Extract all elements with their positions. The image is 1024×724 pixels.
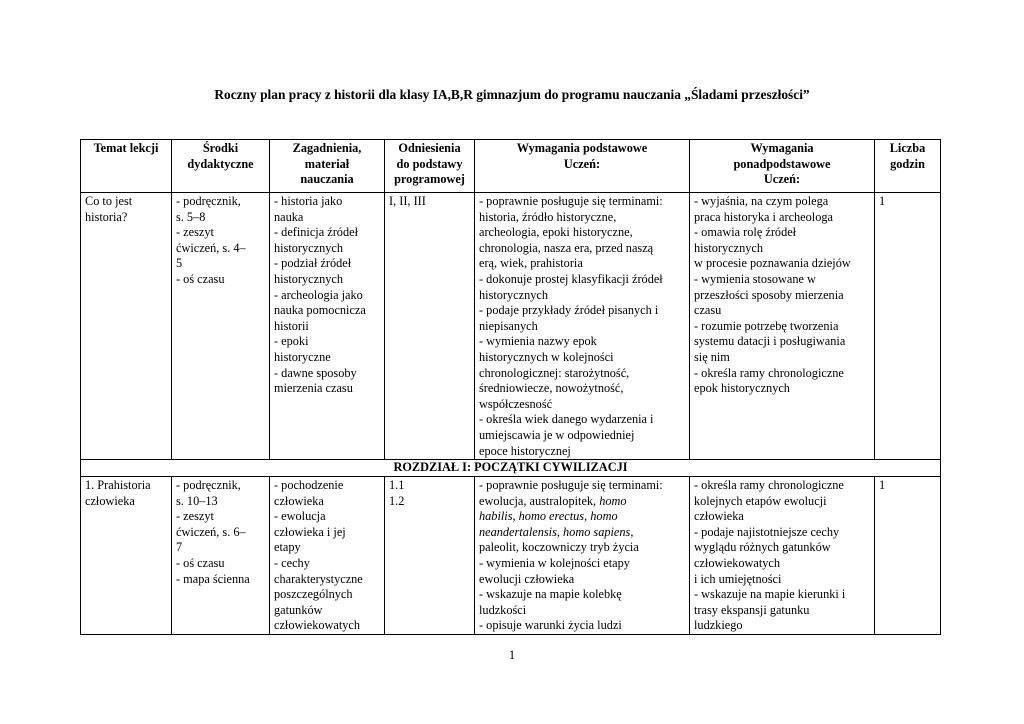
basic-text: ,	[630, 524, 634, 539]
species-term: neandertalensis	[479, 524, 557, 539]
cell-basic-requirements: - poprawnie posługuje się terminami: historia, źródło historyczne, archeologia, epoki historyczne, chronologia, nasza era, przed naszą erą, wiek, prahistoria - dokonuje prostej klasyfikacji źródeł historycznych - podaje przykłady źródeł pisanych i niepisanych - wymienia nazwy epok historycznych w kolejności chronologicznej: starożytność, średniowiecze, nowożytność, współczesność - określa wiek danego wydarzenia i umiejscawia je w odpowiedniej epoce historycznej	[475, 193, 690, 460]
section-heading: ROZDZIAŁ I: POCZĄTKI CYWILIZACJI	[81, 460, 941, 477]
basic-text: ,	[556, 524, 564, 539]
cell-references: 1.1 1.2	[385, 477, 475, 635]
header-hours: Liczba godzin	[875, 140, 941, 193]
basic-text: ,	[512, 509, 519, 524]
cell-hours: 1	[875, 477, 941, 635]
cell-advanced-requirements: - wyjaśnia, na czym polega praca historyka i archeologa - omawia rolę źródeł historycznych w procesie poznawania dziejów - wymienia stosowane w przeszłości sposoby mierzenia czasu - rozumie potrzebę tworzenia systemu datacji i posługiwania się nim - określa ramy chronologiczne epok historycznych	[690, 193, 875, 460]
basic-text: ewolucja, australopitek,	[479, 493, 600, 508]
cell-aids: - podręcznik, s. 5–8 - zeszyt ćwiczeń, s. 4– 5 - oś czasu	[172, 193, 270, 460]
basic-line: - poprawnie posługuje się terminami:	[479, 478, 663, 493]
basic-text: ,	[584, 509, 591, 524]
cell-issues: - pochodzenie człowieka - ewolucja człowieka i jej etapy - cechy charakterystyczne poszczególnych gatunków człowiekowatych	[270, 477, 385, 635]
table-row	[81, 193, 941, 460]
cell-advanced-requirements: - określa ramy chronologiczne kolejnych etapów ewolucji człowieka - podaje najistotniejsze cechy wyglądu różnych gatunków człowiekowatych i ich umiejętności - wskazuje na mapie kierunki i trasy ekspansji gatunku ludzkiego	[690, 477, 875, 635]
cell-references: I, II, III	[385, 193, 475, 460]
section-row	[81, 460, 941, 477]
page-title: Roczny plan pracy z historii dla klasy IA,B,R gimnazjum do programu nauczania „Śladami przeszłości”	[214, 87, 810, 102]
basic-text: paleolit, koczowniczy tryb życia - wymienia w kolejności etapy ewolucji człowieka - wskazuje na mapie kolebkę ludzkości - opisuje warunki życia ludzi	[479, 540, 639, 633]
species-term: habilis	[479, 509, 513, 524]
table-row	[81, 477, 941, 635]
species-term: homo erectus	[518, 509, 585, 524]
cell-issues: - historia jako nauka - definicja źródeł historycznych - podział źródeł historycznych - archeologia jako nauka pomocnicza historii - epoki historyczne - dawne sposoby mierzenia czasu	[270, 193, 385, 460]
species-term: homo	[590, 509, 618, 524]
cell-aids: - podręcznik, s. 10–13 - zeszyt ćwiczeń, s. 6– 7 - oś czasu - mapa ścienna	[172, 477, 270, 635]
cell-hours: 1	[875, 193, 941, 460]
lesson-plan-table	[80, 139, 941, 635]
species-term: homo	[599, 493, 627, 508]
header-aids: Środki dydaktyczne	[172, 140, 270, 193]
header-topic: Temat lekcji	[81, 140, 172, 193]
header-issues: Zagadnienia, materiał nauczania	[270, 140, 385, 193]
species-term: homo sapiens	[563, 524, 631, 539]
header-advanced-requirements: Wymagania ponadpodstawowe Uczeń:	[690, 140, 875, 193]
cell-basic-requirements	[475, 477, 690, 635]
cell-topic: 1. Prahistoria człowieka	[81, 477, 172, 635]
table-header-row	[81, 140, 941, 193]
cell-topic: Co to jest historia?	[81, 193, 172, 460]
header-basic-requirements: Wymagania podstawowe Uczeń:	[475, 140, 690, 193]
page-number: 1	[508, 648, 516, 662]
header-references: Odniesienia do podstawy programowej	[385, 140, 475, 193]
